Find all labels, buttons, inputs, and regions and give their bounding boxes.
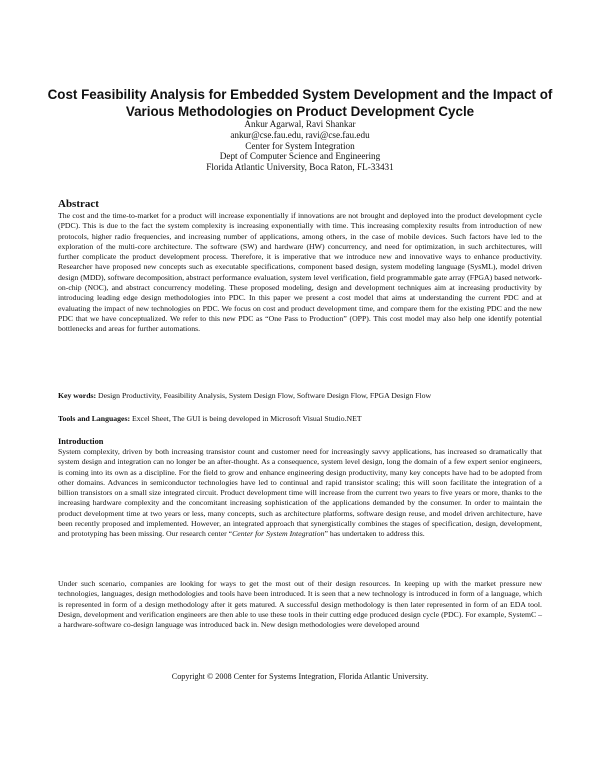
affiliation-department: Dept of Computer Science and Engineering [219,151,381,162]
abstract-text: The cost and the time-to-market for a product will increase exponentially if innovations are not brought and deployed into the product development cycle (PDC). This is due to the fact the system complexity is increasing exponentially with time. This increasing complexity results from introduction of new protocols, higher radio frequencies, and increasing number of applications, among others, in the case of mobile devices. Such factors have led to the exploration of the multi-core architecture. The software (SW) and hardware (HW) concurrency, and need for optimization, in such architectures, will further complicate the product development process. Therefore, it is imperative that we introduce new and innovative ways to enhance productivity. Researcher have proposed new concepts such as executable specifications, component based design, system modeling language (SysML), model driven design (MDD), software decomposition, abstract performance evaluation, system level verification, field programmable gate array (FPGA) based network-on-chip (NOC), and abstract concurrency modeling. These proposed modeling, design and development techniques aim at increasing productivity by introducing leading edge design methodologies into PDC. In this paper we present a cost model that aims at understanding the current PDC and at evaluating the impact of new technologies on PDC. We focus on cost and product development time, and compare them for the existing PDC and the new PDC that we have conceptualized. We refer to this new PDC as “One Pass to Production” (OPP). This cost model may also help one identify potential bottlenecks and areas for further automations. [58,211,542,334]
intro-p1-text-before: System complexity, driven by both increasing transistor count and customer need for increasingly savvy applications, has increased so dramatically that system design and integration can no longer be an after-thought. As a consequence, system level design, long the domain of a few expert senior engineers, is coming into its own as a discipline. For the field to grow and enhance engineering design productivity, many key concepts have had to be adopted from other domains. Advances in semiconductor technologies have led to continual and rapid transistor scaling; this will soon facilitate the integration of a billion transistors on a small size integrated circuit. Product development time will increase from the current two years to five years or more, thanks to the increasing hardware complexity and the concomitant increasing sophistication of the applications demanded by the consumer. In order to maintain the product development time at two years or less, many concepts, such as architecture platforms, software design reuse, and model driven architecture, have been recently proposed and implemented. However, an integrated approach that synergistically combines the stages of specification, design, development, and prototyping has been missing. Our research center “ [58,447,542,539]
tools-line [58,414,542,424]
affiliation-university: Florida Atlantic University, Boca Raton, FL-33431 [206,162,394,173]
keywords-line [58,391,542,401]
intro-p1-text-after: ” has undertaken to address this. [324,529,425,539]
abstract-heading: Abstract [58,198,99,210]
affiliation-center: Center for System Integration [245,140,355,151]
intro-p1-center-name: Center for System Integration [232,529,325,539]
introduction-paragraph-1 [58,447,542,540]
paper-title: Cost Feasibility Analysis for Embedded System Development and the Impact of Various Methodologies on Product Development Cycle [47,87,553,119]
tools-label: Tools and Languages: [58,414,131,423]
keywords-label: Key words: [58,391,97,400]
keywords-text: Design Productivity, Feasibility Analysis, System Design Flow, Software Design Flow, FPGA Design Flow [96,391,432,400]
author-block [40,119,560,173]
introduction-paragraph-2: Under such scenario, companies are looking for ways to get the most out of their design resources. In keeping up with the market pressure new technologies, languages, design methodologies and tools have been introduced. It is seen that a new technology is introduced in form of a language, which is represented in form of a design methodology after it gets matured. A successful design methodology is then later represented in form of an EDA tool. Design, development and verification engineers are then able to use these tools in their cutting edge produced design cycle (PDC). For example, SystemC – a hardware-software co-design language was introduced back in. New design methodologies were developed around [58,579,542,630]
copyright-footer: Copyright © 2008 Center for Systems Integration, Florida Atlantic University. [171,672,429,681]
introduction-heading: Introduction [58,437,104,446]
author-names: Ankur Agarwal, Ravi Shankar [244,119,356,129]
tools-text: Excel Sheet, The GUI is being developed in Microsoft Visual Studio.NET [130,414,362,423]
author-emails: ankur@cse.fau.edu, ravi@cse.fau.edu [230,129,370,140]
